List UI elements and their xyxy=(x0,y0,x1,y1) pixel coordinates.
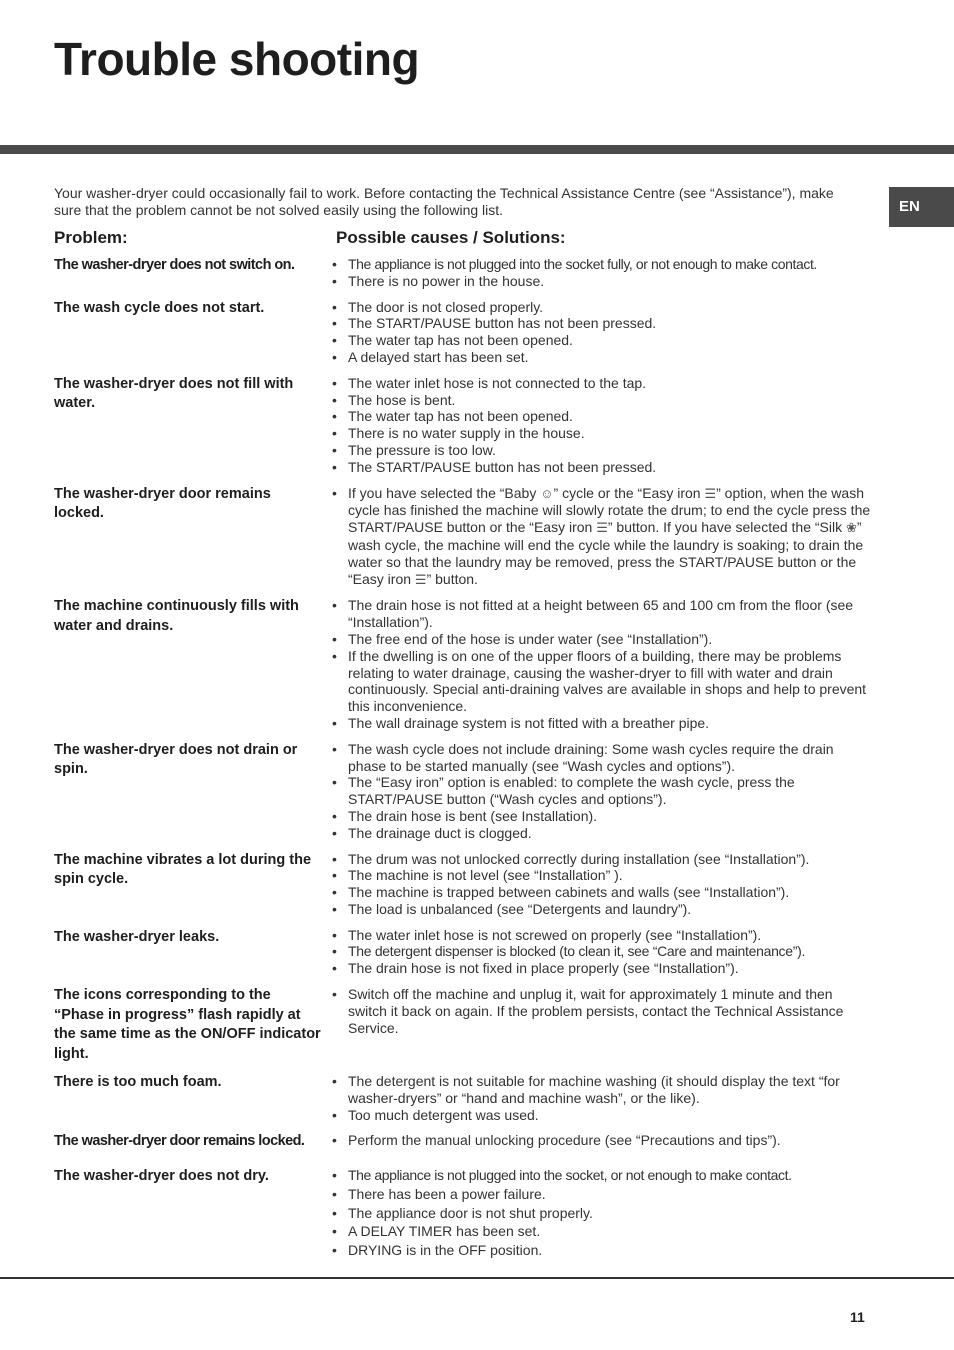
silk-icon: ❀ xyxy=(846,520,857,536)
problem-label: There is too much foam. xyxy=(54,1074,222,1091)
cause-item: • The water inlet hose is not screwed on properly (see “Installation”). xyxy=(330,927,874,944)
causes-list xyxy=(330,375,874,476)
table-row xyxy=(54,299,874,366)
table-row xyxy=(54,597,874,731)
cause-item: • If the dwelling is on one of the upper floors of a building, there may be problems relating to water drainage, causing the washer-dryer to fill with water and drain continuously. Special anti-draining valves are available in shops and help to prevent this inconvenience. xyxy=(330,648,874,715)
table-row xyxy=(54,741,874,842)
problem-label: The machine continuously fills with water and drains. xyxy=(54,598,299,634)
causes-list xyxy=(330,927,874,977)
table-row xyxy=(54,986,874,1064)
cause-item xyxy=(330,485,874,589)
table-row xyxy=(54,1132,874,1152)
page-number: 11 xyxy=(850,1309,865,1325)
causes-list xyxy=(330,1073,874,1123)
problem-label: The washer-dryer does not drain or spin. xyxy=(54,741,298,778)
cause-item: • The drain hose is not fitted at a height between 65 and 100 cm from the floor (see “Installation”). xyxy=(330,597,874,631)
cause-text: ” cycle or the “Easy iron xyxy=(553,484,705,501)
problem-label: The washer-dryer door remains locked. xyxy=(54,485,271,522)
cause-item: • Switch off the machine and unplug it, wait for approximately 1 minute and then switch it back on again. If the problem persists, contact the Technical Assistance Service. xyxy=(330,986,874,1036)
cause-text: ” wash cycle, the machine will end the cycle while the laundry is soaking; to drain the water so that the laundry may be removed, press the START/PAUSE button or the “Easy iron xyxy=(348,519,864,587)
cause-item: • The free end of the hose is under water (see “Installation”). xyxy=(330,631,874,648)
cause-item: • A delayed start has been set. xyxy=(330,349,874,366)
cause-item: • The load is unbalanced (see “Detergents and laundry”). xyxy=(330,901,874,918)
cause-item: • The appliance door is not shut properly. xyxy=(330,1205,874,1222)
cause-item: • Too much detergent was used. xyxy=(330,1107,874,1124)
problem-label: The icons corresponding to the “Phase in progress” flash rapidly at the same time as the ON/OFF indicator light. xyxy=(54,987,321,1062)
language-tab: EN xyxy=(889,187,954,227)
cause-item: • The wash cycle does not include draining: Some wash cycles require the drain phase to be started manually (see “Wash cycles and options”). xyxy=(330,741,874,775)
problem-label: The washer-dryer does not dry. xyxy=(54,1167,269,1184)
cause-item: • There is no power in the house. xyxy=(330,273,874,290)
cause-text: If you have selected the “Baby xyxy=(348,484,541,501)
cause-item: • The machine is not level (see “Installation” ). xyxy=(330,867,874,884)
table-row xyxy=(54,375,874,476)
cause-item: • The START/PAUSE button has not been pressed. xyxy=(330,315,874,332)
footer-divider xyxy=(0,1277,954,1279)
causes-list xyxy=(330,741,874,842)
iron-icon: ☰ xyxy=(704,485,717,501)
problem-heading: Problem: xyxy=(54,228,128,247)
cause-text: ” button. If you have selected the “Silk xyxy=(607,519,847,536)
table-row xyxy=(54,485,874,589)
problem-label: The washer-dryer leaks. xyxy=(54,928,220,945)
troubleshooting-table xyxy=(54,256,874,1268)
cause-item: • The “Easy iron” option is enabled: to complete the wash cycle, press the START/PAUSE button (“Wash cycles and options”). xyxy=(330,774,874,808)
table-row xyxy=(54,927,874,977)
problem-label: The wash cycle does not start. xyxy=(54,299,265,316)
problem-label: The washer-dryer does not fill with water. xyxy=(54,375,294,412)
causes-list xyxy=(330,1132,874,1152)
cause-text: ” button. xyxy=(426,570,478,587)
cause-item: • The water tap has not been opened. xyxy=(330,408,874,425)
cause-item: • The pressure is too low. xyxy=(330,442,874,459)
iron-icon: ☰ xyxy=(596,520,608,536)
cause-item: • The drain hose is bent (see Installation). xyxy=(330,808,874,825)
cause-item: • The appliance is not plugged into the socket fully, or not enough to make contact. xyxy=(330,256,874,273)
causes-list xyxy=(330,485,874,589)
cause-item: • There is no water supply in the house. xyxy=(330,425,874,442)
problem-label: The machine vibrates a lot during the spin cycle. xyxy=(54,851,312,887)
table-row xyxy=(54,1073,874,1123)
baby-icon: ☺ xyxy=(540,485,554,501)
causes-list xyxy=(330,299,874,366)
cause-item: • The START/PAUSE button has not been pressed. xyxy=(330,459,874,476)
cause-item: • Perform the manual unlocking procedure (see “Precautions and tips”). xyxy=(330,1132,874,1149)
cause-item: • The hose is bent. xyxy=(330,392,874,409)
iron-icon: ☰ xyxy=(414,571,427,587)
problem-label: The washer-dryer door remains locked. xyxy=(54,1133,305,1150)
header-divider xyxy=(0,145,954,154)
cause-item: • The water inlet hose is not connected to the tap. xyxy=(330,375,874,392)
page-title: Trouble shooting xyxy=(54,33,420,85)
causes-list xyxy=(330,851,874,918)
cause-item: • The wall drainage system is not fitted with a breather pipe. xyxy=(330,715,874,732)
causes-list xyxy=(330,1161,874,1259)
problem-label: The washer-dryer does not switch on. xyxy=(54,257,295,273)
cause-item: • The drain hose is not fixed in place properly (see “Installation”). xyxy=(330,960,874,977)
causes-list xyxy=(330,597,874,731)
cause-item: • The detergent is not suitable for machine washing (it should display the text “for washer-dryers” or “hand and machine wash”, or the like). xyxy=(330,1073,874,1107)
table-row xyxy=(54,256,874,290)
cause-item: • There has been a power failure. xyxy=(330,1186,874,1203)
intro-text: Your washer-dryer could occasionally fail to work. Before contacting the Technical Assistance Centre (see “Assistance”), make sure that the problem cannot be not solved easily using the following list. xyxy=(54,185,834,218)
cause-item: • A DELAY TIMER has been set. xyxy=(330,1223,874,1240)
table-row xyxy=(54,1161,874,1259)
cause-item: • The drum was not unlocked correctly during installation (see “Installation”). xyxy=(330,851,874,868)
cause-item: • The drainage duct is clogged. xyxy=(330,825,874,842)
cause-item: • The detergent dispenser is blocked (to clean it, see “Care and maintenance”). xyxy=(330,943,874,960)
cause-item: • The door is not closed properly. xyxy=(330,299,874,316)
causes-list xyxy=(330,256,874,290)
causes-list xyxy=(330,986,874,1064)
cause-item: • The machine is trapped between cabinets and walls (see “Installation”). xyxy=(330,884,874,901)
causes-heading: Possible causes / Solutions: xyxy=(336,228,566,247)
cause-item: • The appliance is not plugged into the socket, or not enough to make contact. xyxy=(330,1167,874,1184)
table-row xyxy=(54,851,874,918)
cause-item: • DRYING is in the OFF position. xyxy=(330,1242,874,1259)
cause-item: • The water tap has not been opened. xyxy=(330,332,874,349)
cause-text: ” option, when the wash cycle has finished the machine will slowly rotate the drum; to end the cycle press the START/PAUSE button or the “Easy iron xyxy=(348,484,871,536)
